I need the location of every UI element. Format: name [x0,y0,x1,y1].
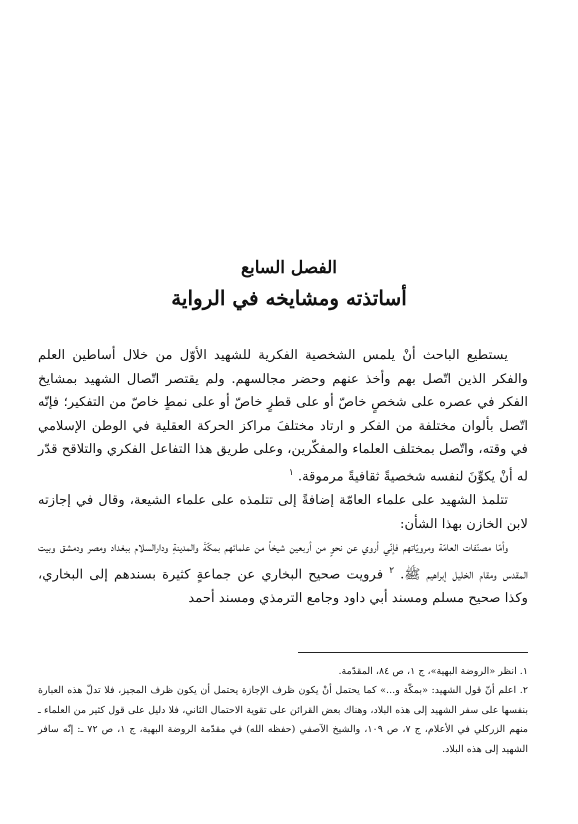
paragraph-text-tail: فرويت صحيح البخاري عن جماعةٍ كثيرة بسندهم إلى البخاري، وكذا صحيح مسلم ومسند أبي داود وجامع الترمذي ومسند أحمد [38,567,528,606]
paragraph-text: وأمّا مصنّفات العامّة ومرويّاتهم فإنّي أروي عن نحوٍ من أربعين شيخاً من علمائهم بمكّةَ والمدينةِ ودارالسلام ببغداد ومصر ودمشق وبيت المقدس ومقام الخليل إبراهيم ﷺ. [38,540,528,583]
quoted-paragraph [38,536,528,610]
footnotes [38,662,528,759]
body-text [38,344,528,610]
footnote-divider [298,652,528,653]
footnote-ref: ١ [288,467,294,478]
footnote: ٢. اعلم أنّ قول الشهيد: «بمكّة و...» كما يحتمل أنْ يكون ظرف الإجازة يحتمل أن يكون ظرف المجيز، فلا تدلّ هذه العبارة بنفسها على سفر الشهيد إلى هذه البلاد، وهناك بعض القرائن على تقوية الاحتمال الثاني، فلا دليل على قول كثير من العلماء ـ منهم الزركلي في الأعلام، ج ٧، ص ١٠٩، والشيخ الآصفي (حفظه الله) في مقدّمة الروضة البهية، ج ١، ص ٧٢ ـ: إنّه سافر الشهيد إلى هذه البلاد. [38,685,529,755]
chapter-label: الفصل السابع [240,258,338,278]
paragraph-text: تتلمذ الشهيد على علماء العامّة إضافةً إلى تتلمذه على علماء الشيعة، وقال في إجازته لابن الخازن بهذا الشأن: [38,492,528,532]
paragraph [38,489,528,536]
chapter-title: أساتذته ومشايخه في الرواية [171,286,407,310]
footnote: ١. انظر «الروضة البهية»، ج ١، ص ٨٤، المقدّمة. [338,666,528,677]
paragraph-text: يستطيع الباحث أنْ يلمس الشخصية الفكرية للشهيد الأوّل من خلال أساطين العلم والفكر الذين اتّصل بهم وأخذ عنهم وحضر مجالسهم. ولم يقتصر اتّصال الشهيد بمشايخ الفكر في عصره على شخصٍ خاصّ أو على قطرٍ خاصّ أو على نمطٍ خاصّ من التفكير؛ فإنّه اتّصل بألوان مختلفة من الفكر و ارتاد مختلفَ مراكز الحركة العقلية في الوطن الإسلامي في وقته، واتّصل بمختلف العلماء والمفكّرين، وعلى طريق هذا التفاعل الفكري والتلاقح قدّر له أنْ يكوِّنَ لنفسه شخصيةً ثقافيةً مرموقة. [38,348,528,485]
footnote-ref: ٢ [389,565,395,576]
paragraph [38,344,528,489]
